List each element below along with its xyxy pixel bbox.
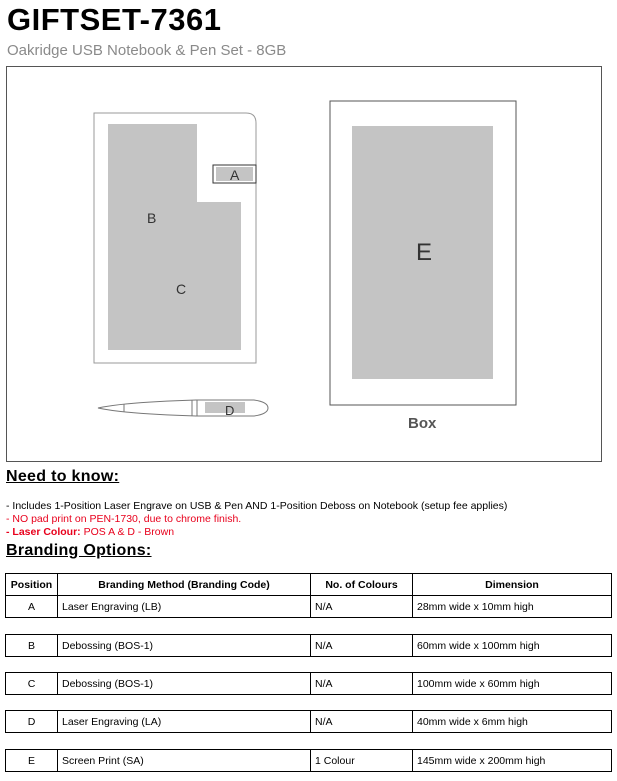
row-method: Debossing (BOS-1) xyxy=(58,673,311,695)
area-label-b: B xyxy=(147,210,157,226)
product-code: GIFTSET-7361 xyxy=(7,2,222,37)
table-row xyxy=(6,750,612,772)
box-label: Box xyxy=(408,415,437,432)
table-row xyxy=(6,596,612,618)
table-row xyxy=(6,635,612,657)
row-position: B xyxy=(6,635,58,657)
branding-table-block xyxy=(5,749,612,772)
product-subtitle: Oakridge USB Notebook & Pen Set - 8GB xyxy=(7,42,287,59)
row-position: E xyxy=(6,750,58,772)
col-no-of-colours: No. of Colours xyxy=(311,574,413,596)
col-dimension: Dimension xyxy=(413,574,612,596)
area-label-c: C xyxy=(176,281,187,297)
laser-colour-label: - Laser Colour: xyxy=(6,526,81,538)
branding-table-block xyxy=(5,710,612,733)
row-colours: N/A xyxy=(311,711,413,733)
diagram-svg xyxy=(6,66,602,462)
branding-table-header-block xyxy=(5,573,612,618)
row-position: D xyxy=(6,711,58,733)
table-row xyxy=(6,711,612,733)
area-label-a: A xyxy=(230,167,240,183)
row-dimension: 28mm wide x 10mm high xyxy=(413,596,612,618)
row-position: C xyxy=(6,673,58,695)
row-method: Laser Engraving (LB) xyxy=(58,596,311,618)
need-to-know-heading: Need to know: xyxy=(6,468,120,485)
note-laser-colour xyxy=(6,526,174,539)
area-label-d: D xyxy=(225,403,235,418)
row-dimension: 60mm wide x 100mm high xyxy=(413,635,612,657)
row-colours: N/A xyxy=(311,596,413,618)
table-row xyxy=(6,673,612,695)
table-header-row xyxy=(6,574,612,596)
row-dimension: 100mm wide x 60mm high xyxy=(413,673,612,695)
row-colours: N/A xyxy=(311,673,413,695)
row-dimension: 145mm wide x 200mm high xyxy=(413,750,612,772)
col-position: Position xyxy=(6,574,58,596)
laser-colour-value: POS A & D - Brown xyxy=(80,526,175,538)
col-branding-method: Branding Method (Branding Code) xyxy=(58,574,311,596)
row-method: Debossing (BOS-1) xyxy=(58,635,311,657)
row-colours: N/A xyxy=(311,635,413,657)
branding-diagram xyxy=(6,66,602,462)
row-colours: 1 Colour xyxy=(311,750,413,772)
row-position: A xyxy=(6,596,58,618)
branding-table-block xyxy=(5,672,612,695)
row-method: Screen Print (SA) xyxy=(58,750,311,772)
row-dimension: 40mm wide x 6mm high xyxy=(413,711,612,733)
branding-options-heading: Branding Options: xyxy=(6,542,152,559)
row-method: Laser Engraving (LA) xyxy=(58,711,311,733)
area-label-e: E xyxy=(416,239,433,266)
note-includes: - Includes 1-Position Laser Engrave on USB & Pen AND 1-Position Deboss on Notebook (setup fee applies) xyxy=(6,500,508,512)
branding-table-block xyxy=(5,634,612,657)
note-no-pad-print: - NO pad print on PEN-1730, due to chrome finish. xyxy=(6,513,242,525)
